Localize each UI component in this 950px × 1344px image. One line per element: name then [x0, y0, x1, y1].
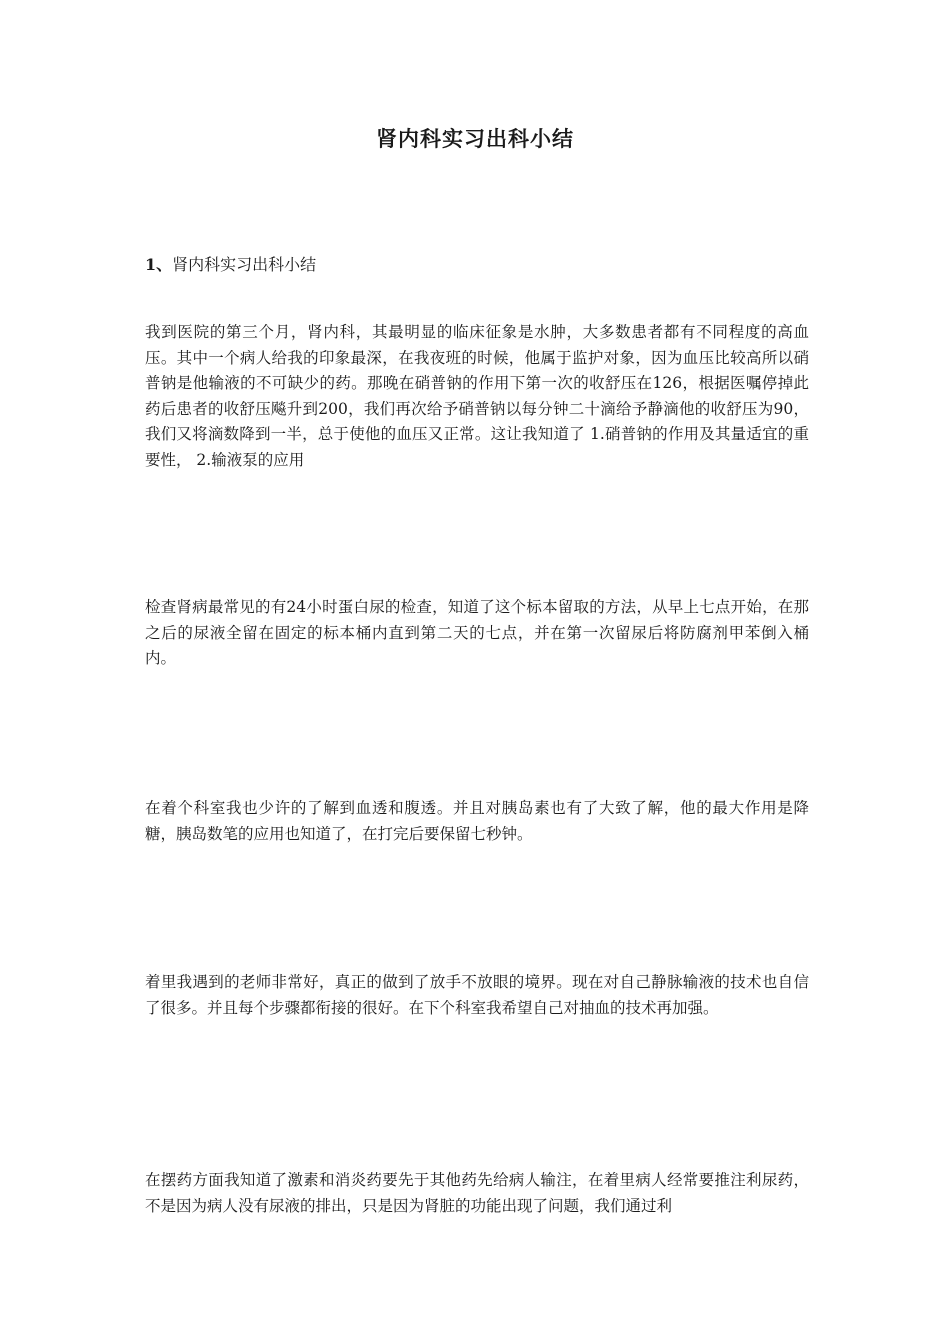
- section-number: 1、: [145, 255, 173, 274]
- section-heading: [145, 252, 316, 275]
- paragraph-1: 我到医院的第三个月，肾内科，其最明显的临床征象是水肿，大多数患者都有不同程度的高血压。其中一个病人给我的印象最深，在我夜班的时候，他属于监护对象，因为血压比较高所以硝普钠是他输液的不可缺少的药。那晚在硝普钠的作用下第一次的收舒压在126，根据医嘱停掉此药后患者的收舒压飚升到200，我们再次给予硝普钠以每分钟二十滴给予静滴他的收舒压为90，我们又将滴数降到一半，总于使他的血压又正常。这让我知道了 1.硝普钠的作用及其量适宜的重要性， 2.输液泵的应用: [145, 323, 809, 469]
- paragraph-5: 在摆药方面我知道了激素和消炎药要先于其他药先给病人输注，在着里病人经常要推注利尿药，不是因为病人没有尿液的排出，只是因为肾脏的功能出现了问题，我们通过利: [145, 1171, 809, 1215]
- paragraph-4: 着里我遇到的老师非常好，真正的做到了放手不放眼的境界。现在对自己静脉输液的技术也自信了很多。并且每个步骤都衔接的很好。在下个科室我希望自己对抽血的技术再加强。: [145, 973, 809, 1017]
- document-title: 肾内科实习出科小结: [376, 126, 574, 151]
- paragraph-3: 在着个科室我也少许的了解到血透和腹透。并且对胰岛素也有了大致了解，他的最大作用是降糖，胰岛数笔的应用也知道了，在打完后要保留七秒钟。: [145, 799, 809, 843]
- paragraph-2: 检查肾病最常见的有24小时蛋白尿的检查，知道了这个标本留取的方法，从早上七点开始，在那之后的尿液全留在固定的标本桶内直到第二天的七点，并在第一次留尿后将防腐剂甲苯倒入桶内。: [145, 598, 809, 667]
- section-heading-text: 肾内科实习出科小结: [172, 255, 317, 274]
